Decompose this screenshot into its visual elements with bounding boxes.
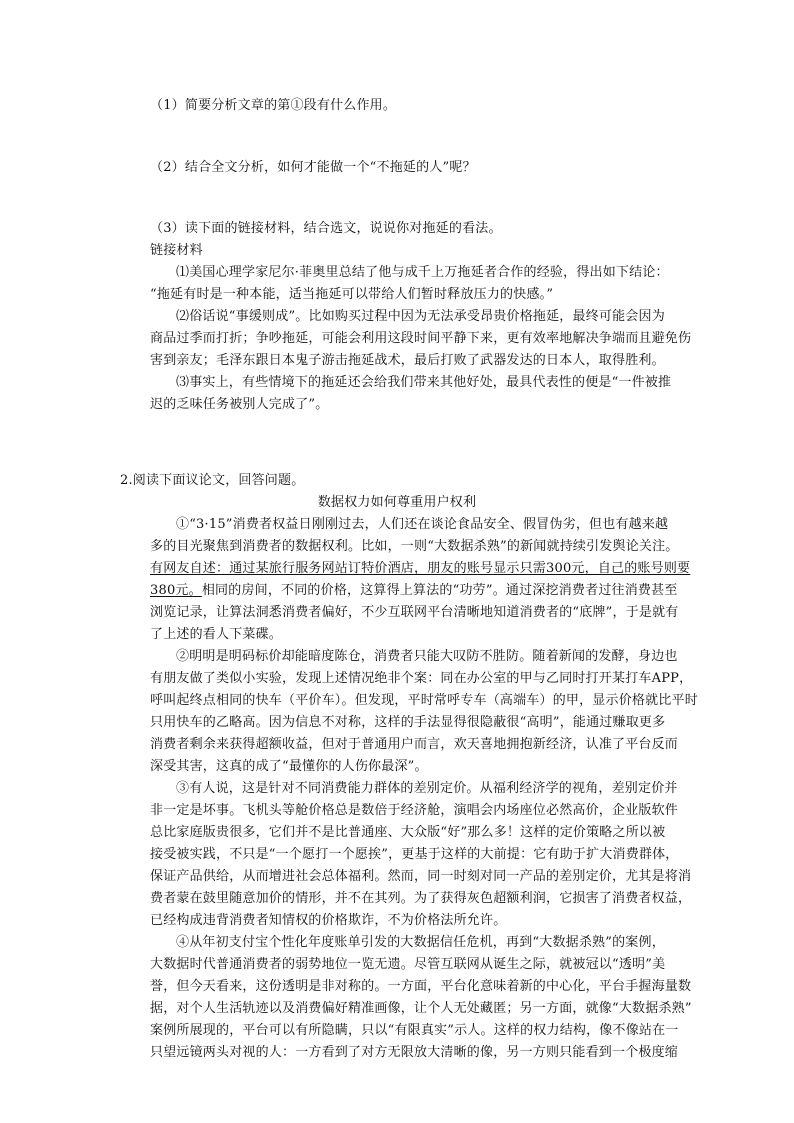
para2-line6: 深受其害，这真的成了“最懂你的人伤你最深”。 bbox=[150, 759, 428, 774]
para1-line2: 多的目光聚焦到消费者的数据权利。比如，一则“大数据杀熟”的新闻就持续引发舆论关注。 bbox=[150, 539, 679, 554]
para3-line3: 总比家庭版贵很多，它们并不是比普通座、大众版“好”那么多！这样的定价策略之所以被 bbox=[150, 825, 666, 840]
para2-line5: 消费者剩余来获得超额收益，但对于普通用户而言，欢天喜地拥抱新经济，认准了平台反而 bbox=[150, 737, 679, 752]
para1-line5: 浏览记录，让算法洞悉消费者偏好，不少互联网平台清晰地知道消费者的“底牌”，于是就有 bbox=[150, 605, 679, 620]
article-title: 数据权力如何尊重用户权利 bbox=[317, 495, 477, 510]
para3-line1: ③有人说，这是针对不同消费能力群体的差别定价。从福利经济学的视角，差别定价并 bbox=[176, 781, 678, 796]
para1-line4 bbox=[150, 580, 678, 602]
para1-line4-underlined: 380元。 bbox=[150, 583, 202, 598]
link-material-p2-line2: 商品过季而打折；争吵拖延，可能会利用这段时间平静下来，更有效率地解决争端而且避免伤 bbox=[150, 331, 692, 346]
para1-line3-underlined: 有网友自述：通过某旅行服务网站订特价酒店，朋友的账号显示只需300元，自己的账号则要 bbox=[150, 561, 691, 576]
link-material-heading: 链接材料 bbox=[150, 243, 203, 258]
link-material-p1-line2: “拖延有时是一种本能，适当拖延可以带给人们暂时释放压力的快感。” bbox=[150, 287, 554, 302]
para4-line5: 案例所展现的，平台可以有所隐瞒，只以“有限真实”示人。这样的权力结构，像不像站在一 bbox=[150, 1023, 679, 1038]
para3-line6: 费者蒙在鼓里随意加价的情形，并不在其列。为了获得灰色超额利润，它损害了消费者权益， bbox=[150, 891, 692, 906]
link-material-p2-line1: ⑵俗话说“事缓则成”。比如购买过程中因为无法承受昂贵价格拖延，最终可能会因为 bbox=[176, 309, 665, 324]
para4-line1: ④从年初支付宝个性化年度账单引发的大数据信任危机，再到“大数据杀熟”的案例， bbox=[176, 935, 665, 950]
para4-line2: 大数据时代普通消费者的弱势地位一览无遗。尽管互联网从诞生之际，就被冠以“透明”美 bbox=[150, 957, 666, 972]
para3-line4: 接受被实践，不只是“一个愿打一个愿挨”，更基于这样的大前提：它有助于扩大消费群体， bbox=[150, 847, 679, 862]
para1-line4-rest: 相同的房间，不同的价格，这算得上算法的“功劳”。通过深挖消费者过往消费甚至 bbox=[201, 583, 678, 598]
question-1: （1）简要分析文章的第①段有什么作用。 bbox=[150, 98, 397, 113]
para1-line6: 了上述的看人下菜碟。 bbox=[150, 627, 283, 642]
link-material-p3-line1: ⑶事实上，有些情境下的拖延还会给我们带来其他好处，最具代表性的便是“一件被推 bbox=[176, 375, 672, 390]
para2-line2: 有朋友做了类似小实验，发现上述情况绝非个案：同在办公室的甲与乙同时打开某打车APP， bbox=[150, 671, 693, 686]
link-material-p3-line2: 迟的乏味任务被别人完成了”。 bbox=[150, 397, 329, 412]
link-material-p2-line3: 害到亲友；毛泽东跟日本鬼子游击拖延战术，最后打败了武器发达的日本人，取得胜利。 bbox=[150, 353, 665, 368]
link-material-p1-line1: ⑴美国心理学家尼尔·菲奥里总结了他与成千上万拖延者合作的经验，得出如下结论： bbox=[176, 265, 669, 280]
question-2: （2）结合全文分析，如何才能做一个“不拖延的人”呢？ bbox=[150, 160, 476, 175]
para2-line4: 只用快车的乙略高。因为信息不对称，这样的手法显得很隐蔽很“高明”，能通过赚取更多 bbox=[150, 715, 666, 730]
para4-line3: 誉，但今天看来，这份透明是非对称的。一方面，平台化意味着新的中心化，平台手握海量数 bbox=[150, 979, 692, 994]
para3-line5: 保证产品供给，从而增进社会总体福利。然而，同一时刻对同一产品的差别定价，尤其是将消 bbox=[150, 869, 692, 884]
question-3: （3）读下面的链接材料，结合选文，说说你对拖延的看法。 bbox=[150, 221, 502, 236]
para3-line2: 非一定是坏事。飞机头等舱价格总是数倍于经济舱，演唱会内场座位必然高价，企业版软件 bbox=[150, 803, 679, 818]
para2-line1: ②明明是明码标价却能暗度陈仓，消费者只能大叹防不胜防。随着新闻的发酵，身边也 bbox=[176, 649, 678, 664]
para4-line4: 据，对个人生活轨迹以及消费偏好精准画像，让个人无处藏匿；另一方面，就像“大数据杀熟” bbox=[150, 1001, 692, 1016]
para1-line1: ①“3·15”消费者权益日刚刚过去，人们还在谈论食品安全、假冒伪劣，但也有越来越 bbox=[176, 517, 669, 532]
para3-line7: 已经构成违背消费者知情权的价格欺诈，不为价格法所允许。 bbox=[150, 913, 507, 928]
para2-line3: 呼叫起终点相同的快车（平价车）。但发现，平时常呼专车（高端车）的甲，显示价格就比平时 bbox=[150, 693, 698, 708]
para4-line6: 只望远镜两头对视的人：一方看到了对方无限放大清晰的像，另一方则只能看到一个极度缩 bbox=[150, 1045, 679, 1060]
section2-prompt: 2.阅读下面议论文，回答问题。 bbox=[120, 473, 305, 488]
